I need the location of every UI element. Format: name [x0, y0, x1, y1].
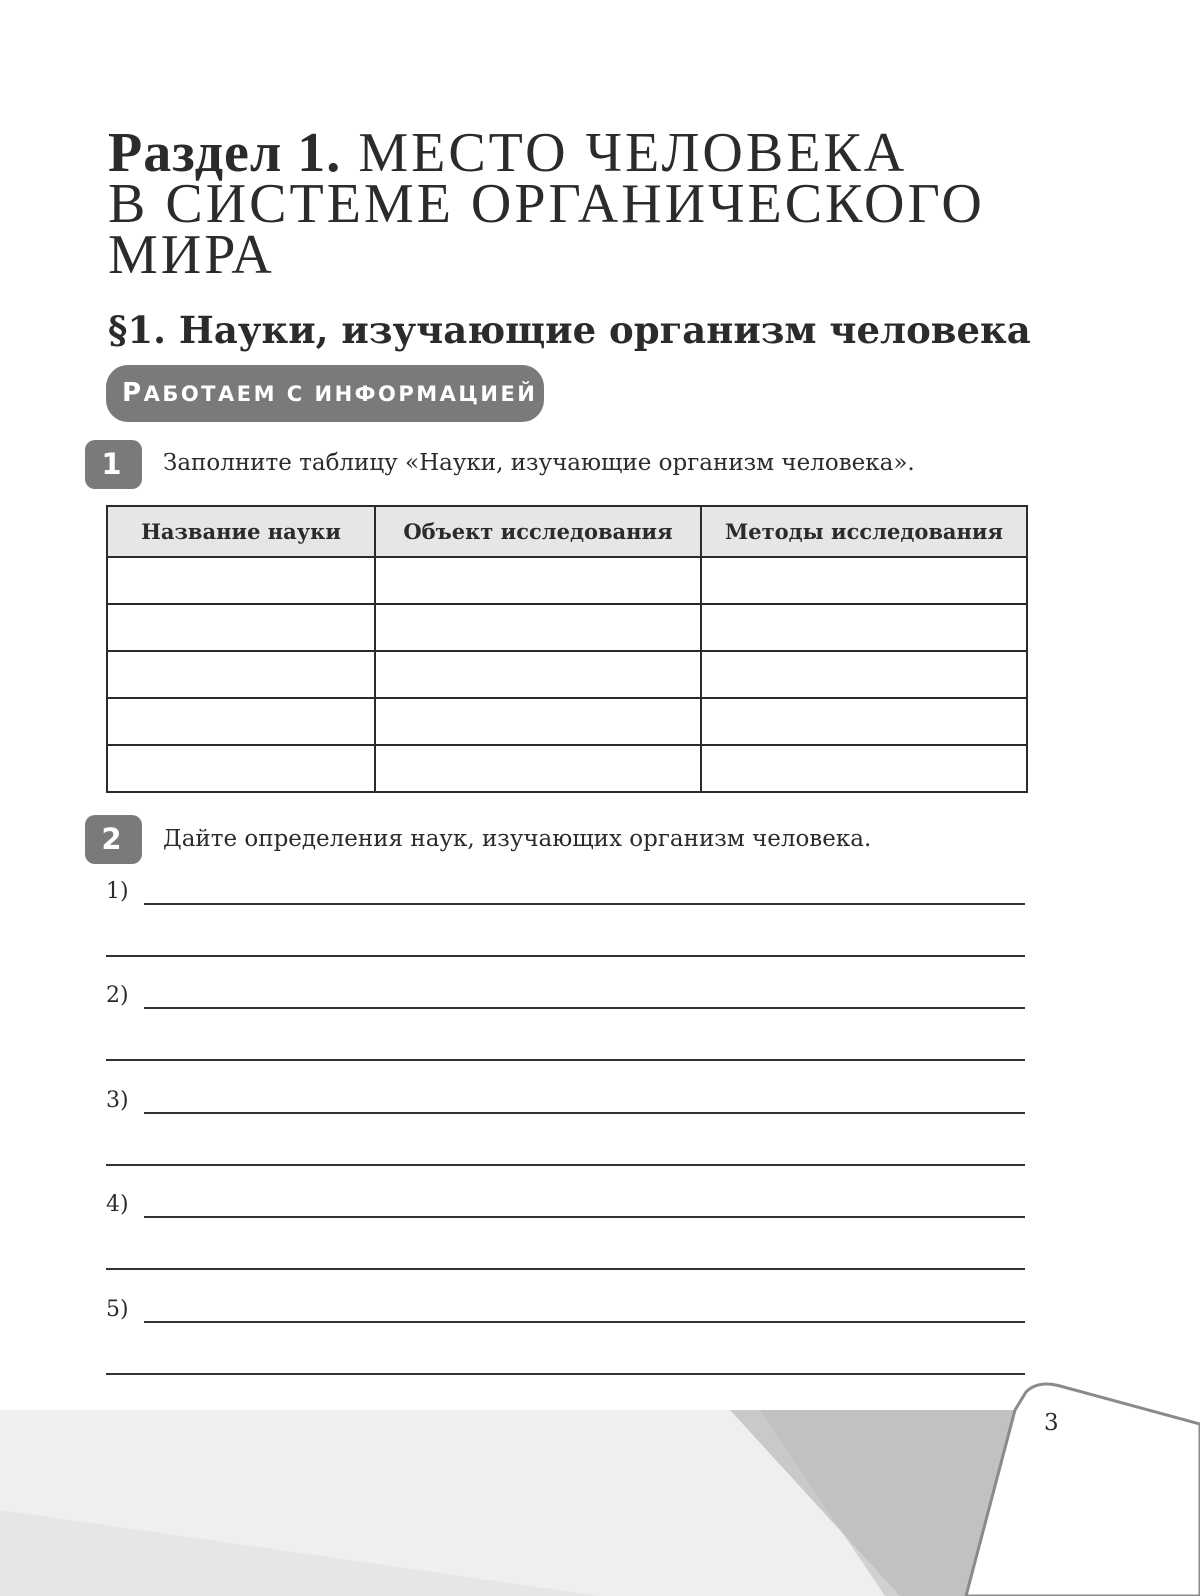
table-cell[interactable]: [701, 604, 1027, 651]
table-cell[interactable]: [701, 698, 1027, 745]
badge-initial: Р: [122, 378, 144, 408]
table-row: [107, 745, 1027, 792]
table-row: [107, 557, 1027, 604]
answer-number: 2): [106, 983, 129, 1008]
table-cell[interactable]: [701, 557, 1027, 604]
answer-number: 1): [106, 879, 129, 904]
chapter-title-line1: МЕСТО ЧЕЛОВЕКА: [341, 122, 908, 184]
sciences-table: [106, 505, 1028, 793]
info-badge: [106, 365, 544, 422]
section-title: §1. Науки, изучающие организм человека: [108, 308, 1031, 352]
answer-line[interactable]: [106, 1059, 1025, 1061]
answer-line[interactable]: [144, 903, 1025, 905]
header-research-methods: Методы исследования: [701, 506, 1027, 557]
table-cell[interactable]: [375, 604, 701, 651]
header-research-object: Объект исследования: [375, 506, 701, 557]
table-cell[interactable]: [375, 698, 701, 745]
table-cell[interactable]: [701, 745, 1027, 792]
table-cell[interactable]: [107, 651, 375, 698]
task-2-text: Дайте определения наук, изучающих организм человека.: [163, 826, 872, 852]
chapter-title: [108, 122, 1108, 286]
table-row: [107, 651, 1027, 698]
table-cell[interactable]: [375, 651, 701, 698]
chapter-prefix: Раздел 1.: [108, 122, 342, 184]
chapter-title-line2: В СИСТЕМЕ ОРГАНИЧЕСКОГО: [108, 173, 985, 235]
table-cell[interactable]: [107, 745, 375, 792]
answer-line[interactable]: [144, 1216, 1025, 1218]
answer-line[interactable]: [106, 955, 1025, 957]
page-number: 3: [1044, 1410, 1059, 1436]
table-cell[interactable]: [107, 557, 375, 604]
badge-label: АБОТАЕМ С ИНФОРМАЦИЕЙ: [143, 382, 538, 406]
answer-number: 5): [106, 1297, 129, 1322]
task-1-number: 1: [85, 440, 142, 489]
answer-number: 3): [106, 1088, 129, 1113]
header-science-name: Название науки: [107, 506, 375, 557]
task-1-text: Заполните таблицу «Науки, изучающие организм человека».: [163, 450, 915, 476]
table-cell[interactable]: [107, 698, 375, 745]
table-header-row: [107, 506, 1027, 557]
footer-decoration: [0, 1370, 1200, 1596]
chapter-title-line3: МИРА: [108, 224, 275, 286]
table-row: [107, 698, 1027, 745]
table-cell[interactable]: [375, 745, 701, 792]
answer-line[interactable]: [144, 1007, 1025, 1009]
table-row: [107, 604, 1027, 651]
table-cell[interactable]: [375, 557, 701, 604]
answer-number: 4): [106, 1192, 129, 1217]
table-cell[interactable]: [701, 651, 1027, 698]
task-2-number: 2: [85, 815, 142, 864]
answer-line[interactable]: [144, 1112, 1025, 1114]
answer-line[interactable]: [106, 1164, 1025, 1166]
answer-line[interactable]: [144, 1321, 1025, 1323]
table-cell[interactable]: [107, 604, 375, 651]
answer-line[interactable]: [106, 1268, 1025, 1270]
